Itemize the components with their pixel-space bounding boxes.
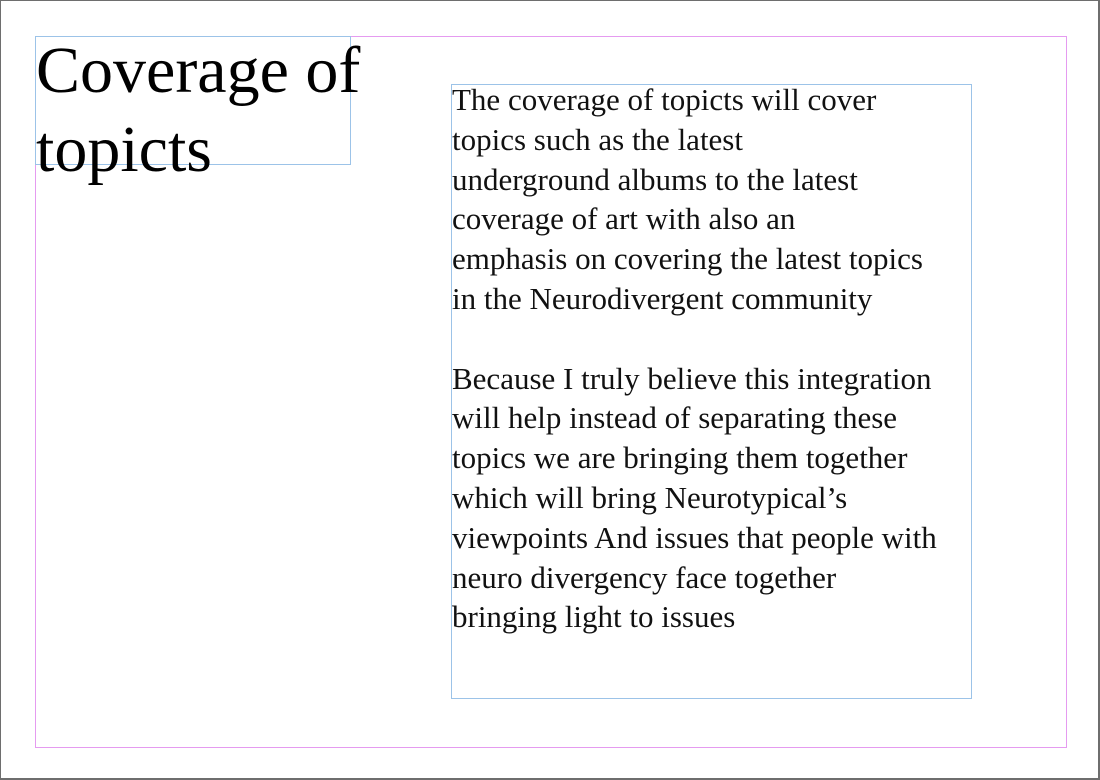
body-line: which will bring Neurotypical’s — [452, 479, 848, 515]
body-line: coverage of art with also an — [452, 201, 796, 237]
body-line: viewpoints And issues that people with — [452, 519, 937, 555]
body-line: underground albums to the latest — [452, 161, 858, 197]
body-paragraph — [452, 359, 977, 638]
body-line: Because I truly believe this integration — [452, 360, 932, 396]
body-line: will help instead of separating these — [452, 400, 898, 436]
title-line: Coverage of — [36, 34, 361, 107]
title-line: topicts — [36, 113, 212, 186]
body-line: emphasis on covering the latest topics — [452, 241, 923, 277]
body-line: topics such as the latest — [452, 121, 743, 157]
body-line: neuro divergency face together — [452, 559, 837, 595]
body-text — [452, 80, 977, 677]
body-paragraph — [452, 80, 977, 319]
page-title — [36, 31, 376, 189]
body-line: topics we are bringing them together — [452, 440, 908, 476]
body-line: bringing light to issues — [452, 599, 736, 635]
body-line: The coverage of topicts will cover — [452, 82, 877, 117]
body-line: in the Neurodivergent community — [452, 280, 873, 316]
